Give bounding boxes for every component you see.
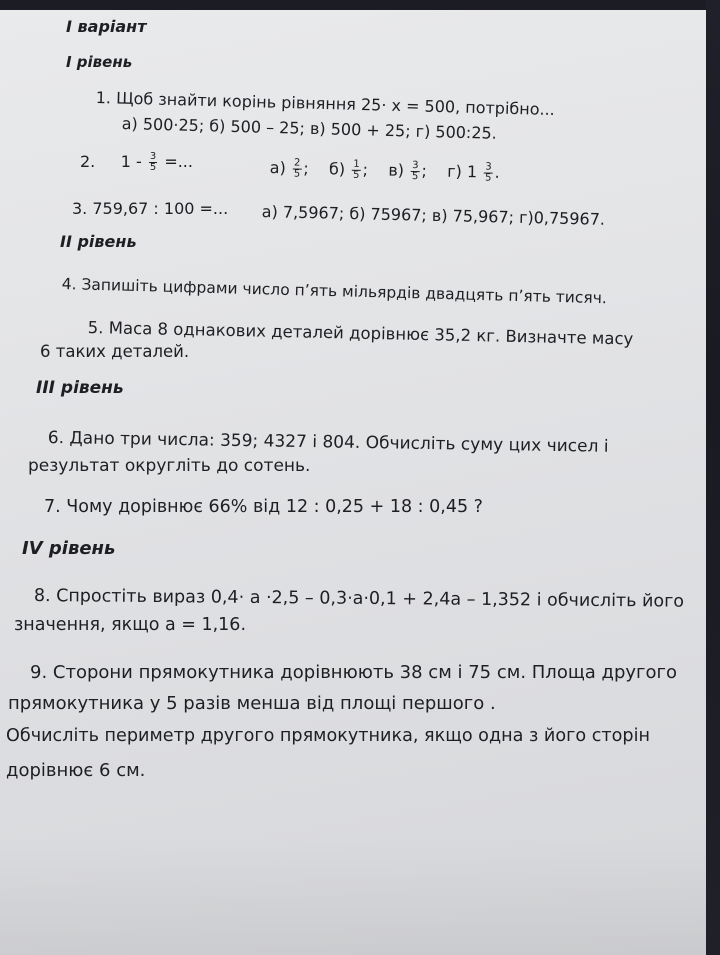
fraction-denominator: 5 xyxy=(293,168,301,180)
question-9-line3: Обчисліть периметр другого прямокутника, якщо одна з його сторін xyxy=(6,726,650,746)
fraction-numerator: 2 xyxy=(293,157,301,169)
fraction-denominator: 5 xyxy=(484,172,492,184)
question-2-expr-suffix: =... xyxy=(164,152,193,171)
question-3-options: а) 7,5967; б) 75967; в) 75,967; г)0,75967. xyxy=(261,202,606,229)
option-c-label: в) xyxy=(388,160,405,180)
question-7: 7. Чому дорівнює 66% від 12 : 0,25 + 18 : 0,45 ? xyxy=(44,497,483,517)
option-b-fraction xyxy=(352,160,361,181)
question-9-line1: 9. Сторони прямокутника дорівнюють 38 см і 75 см. Площа другого xyxy=(30,662,677,683)
option-a-fraction xyxy=(293,158,302,179)
question-4: 4. Запишіть цифрами число п’ять мільярдів двадцять п’ять тисяч. xyxy=(61,275,608,308)
question-6-line1: 6. Дано три числа: 359; 4327 і 804. Обчисліть суму цих чисел і xyxy=(47,428,609,457)
option-c-sep: ; xyxy=(421,161,428,181)
question-5-line2: 6 таких деталей. xyxy=(40,342,190,361)
level4-heading: IV рівень xyxy=(22,538,116,559)
background-edge-right xyxy=(706,0,720,955)
question-2 xyxy=(80,152,193,173)
question-1: 1. Щоб знайти корінь рівняння 25· x = 500, потрібно... xyxy=(95,88,556,120)
option-d-sep: . xyxy=(494,162,500,182)
option-b-sep: ; xyxy=(362,159,369,180)
question-8-line2: значення, якщо a = 1,16. xyxy=(14,615,247,635)
fraction-numerator: 1 xyxy=(353,158,360,170)
option-b-label: б) xyxy=(328,159,346,179)
option-c-fraction xyxy=(411,161,420,182)
question-1-options: а) 500·25; б) 500 – 25; в) 500 + 25; г) 500:25. xyxy=(121,114,498,143)
page-shadow xyxy=(0,835,708,955)
fraction-numerator: 3 xyxy=(485,161,492,173)
option-d-label: г) 1 xyxy=(447,161,478,182)
question-8-line1: 8. Спростіть вираз 0,4· a ·2,5 – 0,3·a·0,1 + 2,4a – 1,352 і обчисліть його xyxy=(33,586,685,612)
option-a-label: а) xyxy=(269,158,287,178)
question-5-line1: 5. Маса 8 однакових деталей дорівнює 35,2 кг. Визначте масу xyxy=(87,318,634,349)
level3-heading: III рівень xyxy=(36,378,124,398)
level1-heading: I рівень xyxy=(66,53,133,71)
question-2-expr-prefix: 1 - xyxy=(120,152,142,171)
option-a-sep: ; xyxy=(303,158,309,178)
fraction-denominator: 5 xyxy=(411,170,419,183)
option-d-fraction xyxy=(484,162,493,183)
fraction-denominator: 5 xyxy=(149,162,157,173)
fraction-denominator: 5 xyxy=(352,169,360,181)
question-3: 3. 759,67 : 100 =... xyxy=(72,199,229,218)
question-2-expr-fraction xyxy=(149,152,157,173)
question-9-line2: прямокутника у 5 разів менша від площі першого . xyxy=(8,693,496,714)
fraction-numerator: 3 xyxy=(412,159,419,172)
fraction-numerator: 3 xyxy=(149,151,157,162)
variant-heading: I варіант xyxy=(66,17,147,36)
level2-heading: II рівень xyxy=(60,232,137,251)
question-9-line4: дорівнює 6 см. xyxy=(6,760,146,781)
background-edge-top xyxy=(0,0,720,10)
question-2-number: 2. xyxy=(80,152,96,171)
question-2-options xyxy=(270,158,500,184)
question-6-line2: результат округліть до сотень. xyxy=(28,456,311,476)
